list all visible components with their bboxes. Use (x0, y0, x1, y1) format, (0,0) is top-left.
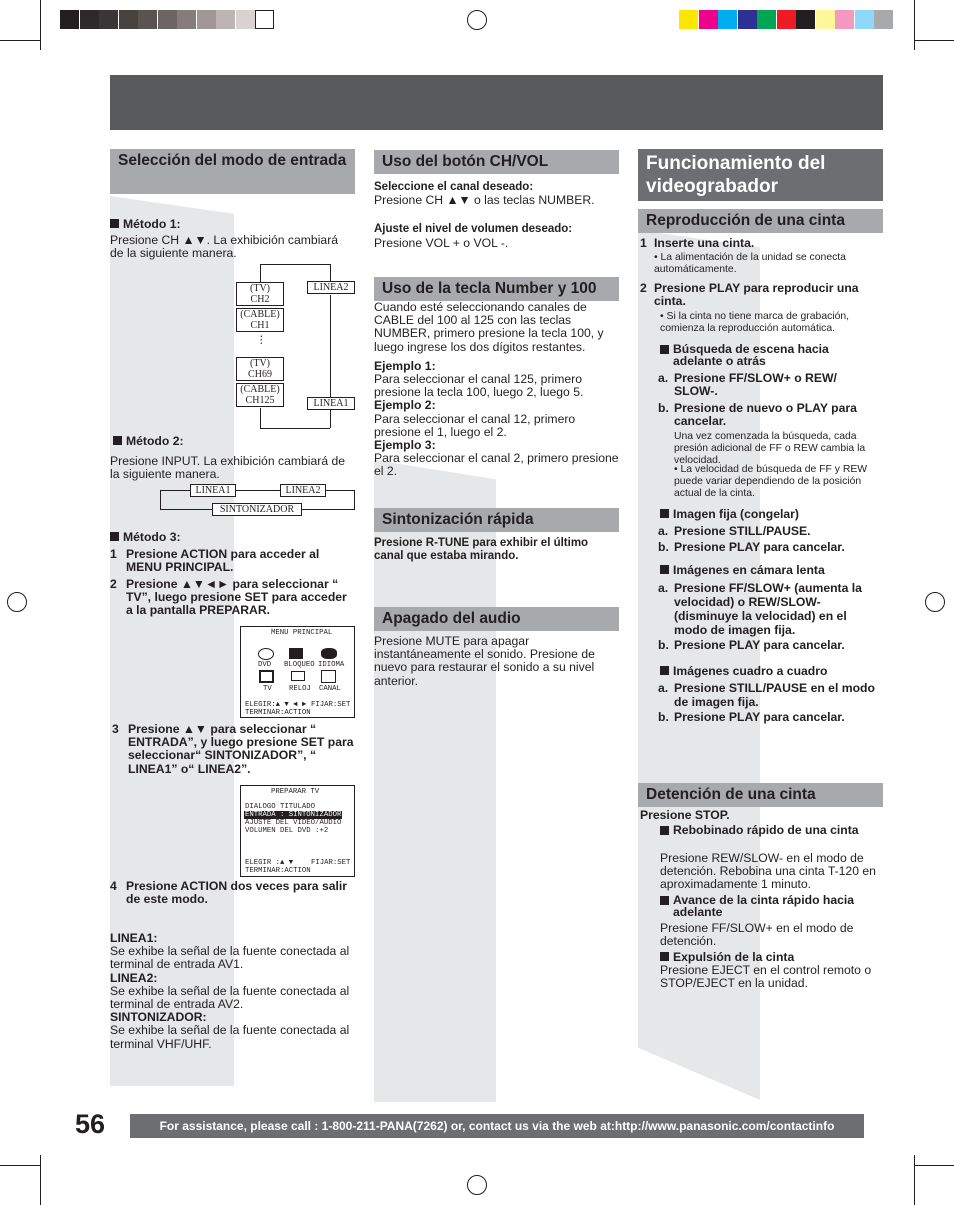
slow-step-b (658, 639, 845, 652)
body-text: Presione VOL + o VOL -. (374, 235, 509, 250)
diagram-line (330, 410, 331, 428)
menu-label: CANAL (319, 685, 341, 693)
step-letter: b. (658, 638, 669, 652)
play-step-1 (640, 237, 883, 250)
color-swatch (777, 10, 796, 29)
screen-hint: TERMINAR:ACTION (245, 867, 311, 875)
color-swatch (80, 10, 99, 29)
step-4 (110, 880, 355, 906)
language-icon (321, 648, 337, 659)
clock-icon (291, 671, 305, 681)
method1-text: Presione CH ▲▼. La exhibición cambiará de la siguiente manera. (110, 233, 339, 261)
color-swatch (99, 10, 118, 29)
method3-heading: Método 3: (110, 531, 181, 544)
box-label: (CABLE) (240, 309, 280, 320)
diagram-line (260, 264, 330, 265)
play-step-2 (640, 282, 883, 308)
color-swatch (216, 10, 235, 29)
rewind-heading: Rebobinado rápido de una cinta (660, 825, 880, 837)
still-step-a (658, 525, 811, 538)
box-linea2: LINEA2 (280, 484, 326, 497)
definition-term: LINEA2: (110, 970, 158, 985)
square-bullet-icon (660, 666, 669, 675)
step-text: Presione ACTION para acceder al MENU PRINCIPAL. (126, 547, 320, 575)
screen-hint: TERMINAR:ACTION (245, 709, 311, 717)
box-linea1: LINEA1 (190, 484, 236, 497)
box-sintonizador: SINTONIZADOR (212, 503, 302, 516)
section-mute: Apagado del audio (374, 607, 619, 631)
screen-line: DIALOGO TITULADO (245, 803, 316, 811)
subheading: Seleccione el canal deseado: (374, 181, 534, 193)
box-linea1: LINEA1 (307, 397, 355, 410)
method2-text: Presione INPUT. La exhibición cambiará de la siguiente manera. (110, 454, 346, 482)
rewind-text: Presione REW/SLOW- en el modo de detención. Rebobina una cinta T-120 en aproximadamente 1 minuto. (660, 851, 876, 892)
step-text: Presione PLAY para reproducir una cinta. (654, 281, 859, 309)
crop-mark (40, 1155, 41, 1205)
color-swatch (119, 10, 138, 29)
screen-line-selected: ENTRADA : SINTONIZADOR (245, 811, 342, 819)
crop-mark (914, 40, 954, 41)
rtune-text: Presione R-TUNE para exhibir el último canal que estaba mirando. (374, 537, 589, 563)
step-text: Presione de nuevo o PLAY para cancelar. (674, 401, 857, 429)
color-swatch (236, 10, 255, 29)
color-swatch (177, 10, 196, 29)
color-swatch (699, 10, 718, 29)
color-swatch (874, 10, 893, 29)
diagram-line (260, 428, 330, 429)
dvd-icon (258, 648, 274, 660)
diagram-line (330, 295, 331, 397)
slow-heading: Imágenes en cámara lenta (660, 564, 825, 577)
diagram-line (330, 264, 331, 282)
frame-heading: Imágenes cuadro a cuadro (660, 665, 827, 678)
square-bullet-icon (660, 345, 669, 354)
crop-mark (914, 0, 915, 50)
step-1 (110, 548, 355, 574)
diagram-line (160, 490, 161, 509)
step-number: 2 (110, 577, 117, 591)
forward-heading: Avance de la cinta rápido hacia adelante (660, 895, 880, 918)
color-swatch (757, 10, 776, 29)
screen-title: PREPARAR TV (271, 788, 320, 796)
frame-step-b (658, 711, 845, 724)
step-number: 3 (112, 722, 119, 736)
step-text: Inserte una cinta. (654, 236, 755, 250)
crop-mark (0, 1165, 40, 1166)
menu-label: RELOJ (289, 685, 311, 693)
square-bullet-icon (660, 826, 669, 835)
search-step-b (658, 402, 880, 428)
screen-hint: FIJAR:SET (311, 859, 351, 867)
step-text: Presione FF/SLOW+ o REW/ SLOW-. (674, 371, 837, 399)
step-number: 1 (110, 547, 117, 561)
square-bullet-icon (113, 436, 122, 445)
square-bullet-icon (660, 896, 669, 905)
section-number-100: Uso de la tecla Number y 100 (374, 277, 619, 301)
definition-text: Se exhibe la señal de la fuente conectada al terminal VHF/UHF. (110, 1023, 350, 1051)
diagram-line (302, 509, 355, 510)
preparar-tv-screen (240, 785, 355, 877)
menu-principal-screen (240, 626, 355, 718)
menu-label: IDIOMA (318, 661, 345, 669)
box-linea2: LINEA2 (307, 281, 355, 294)
step-letter: a. (658, 681, 669, 695)
color-swatch (855, 10, 874, 29)
step-letter: a. (658, 371, 669, 385)
crop-mark (914, 1155, 915, 1205)
step-text: Presione PLAY para cancelar. (674, 540, 845, 554)
still-step-b (658, 541, 845, 554)
step-text: Presione ▲▼◄► para seleccionar “ TV”, luego presione SET para acceder a la pantalla PREPARAR. (126, 577, 347, 618)
diagram-line (260, 408, 261, 428)
definition-text: Se exhibe la señal de la fuente conectada al terminal de entrada AV2. (110, 983, 350, 1012)
slow-step-a (658, 581, 883, 637)
definition-term: LINEA1: (110, 931, 158, 945)
footer-bar (130, 1114, 864, 1138)
body-text: Presione CH ▲▼ o las teclas NUMBER. (374, 193, 595, 208)
square-bullet-icon (660, 509, 669, 518)
box-label: (TV) (250, 358, 270, 369)
step-3 (112, 723, 360, 776)
crop-mark (0, 40, 40, 41)
stop-text: Presione STOP. (640, 808, 730, 822)
search-note-1: Una vez comenzada la búsqueda, cada presión adicional de FF o REW cambia la velocidad. (674, 431, 866, 466)
forward-text: Presione FF/SLOW+ en el modo de detención. (660, 921, 854, 949)
step-text: Presione PLAY para cancelar. (674, 710, 845, 724)
step-text: Presione FF/SLOW+ (aumenta la velocidad) o REW/SLOW- (disminuye la velocidad) en el modo de imagen fija. (674, 581, 862, 637)
method2-heading: Método 2: (113, 435, 184, 448)
play-step-2-note: • Si la cinta no tiene marca de grabación, comienza la reproducción automática. (660, 311, 850, 334)
step-letter: a. (658, 581, 669, 595)
step-number: 2 (640, 281, 647, 295)
color-swatch (816, 10, 835, 29)
box-cable-ch1 (236, 308, 284, 332)
menu-label: DVD (258, 661, 272, 669)
search-step-a (658, 372, 880, 398)
number-body (374, 301, 619, 479)
screen-hint: ELEGIR :▲ ▼ (245, 859, 294, 867)
tv-icon (259, 670, 274, 683)
subheading: Ejemplo 2: (374, 398, 436, 413)
color-swatch (197, 10, 216, 29)
body-text: Cuando esté seleccionando canales de CABLE del 100 al 125 con las teclas NUMBER, primero presione la tecla 100, y luego ingrese los dos dígitos restantes. (374, 300, 604, 354)
screen-title: MENU PRINCIPAL (271, 629, 333, 637)
section-title-vcr: Funcionamiento del videograbador (638, 149, 883, 201)
color-swatch (835, 10, 854, 29)
ch-vol-body (374, 181, 619, 250)
definition-term: SINTONIZADOR: (110, 1010, 207, 1025)
step-letter: b. (658, 401, 669, 415)
body-text: Para seleccionar el canal 125, primero presione la tecla 100, luego 2, luego 5. (374, 372, 584, 400)
lock-icon (289, 648, 303, 659)
box-label: CH69 (248, 369, 272, 380)
box-label: CH2 (250, 294, 270, 305)
section-quick-tune: Sintonización rápida (374, 508, 619, 532)
body-text: Para seleccionar el canal 12, primero presione el 1, luego el 2. (374, 411, 576, 439)
box-label: (CABLE) (240, 384, 280, 395)
color-swatch (796, 10, 815, 29)
color-swatch (738, 10, 757, 29)
footer-text: For assistance, please call : 1-800-211-PANA(7262) or, contact us via the web at:http://www.panasonic.com/contactinfo (159, 1119, 835, 1133)
box-label: CH1 (250, 320, 270, 331)
color-swatch (718, 10, 737, 29)
step-number: 1 (640, 236, 647, 250)
section-title-input-mode: Selección del modo de entrada (110, 149, 355, 194)
diagram-line (354, 490, 355, 509)
diagram-line (260, 264, 261, 284)
box-label: CH125 (245, 395, 275, 406)
step-number: 4 (110, 879, 117, 893)
color-swatch (158, 10, 177, 29)
still-heading: Imagen fija (congelar) (660, 508, 799, 521)
color-swatch (679, 10, 698, 29)
step-text: Presione ACTION dos veces para salir de este modo. (126, 879, 348, 907)
registration-mark (467, 1175, 487, 1195)
mute-text: Presione MUTE para apagar instantáneamente el sonido. Presione de nuevo para restaurar el sonido a su nivel anterior. (374, 634, 595, 688)
registration-mark (7, 592, 27, 612)
dots-separator: ⋮ (256, 335, 267, 346)
play-step-1-note: • La alimentación de la unidad se conecta automáticamente. (654, 252, 846, 275)
step-text: Presione STILL/PAUSE. (674, 524, 811, 538)
crop-mark (40, 0, 41, 50)
step-letter: b. (658, 540, 669, 554)
screen-line: VOLUMEN DEL DVD :+2 (245, 827, 329, 835)
section-playback: Reproducción de una cinta (638, 209, 883, 233)
screen-line: AJUSTE DEL VIDEO/AUDIO (245, 819, 342, 827)
step-letter: b. (658, 710, 669, 724)
color-swatch (138, 10, 157, 29)
square-bullet-icon (110, 532, 119, 541)
box-cable-ch125 (236, 383, 284, 407)
square-bullet-icon (660, 952, 669, 961)
definition-text: Se exhibe la señal de la fuente conectada al terminal de entrada AV1. (110, 944, 350, 972)
step-2 (110, 578, 355, 618)
subheading: Ejemplo 1: (374, 358, 436, 373)
linea-definitions (110, 932, 350, 1051)
search-heading: Búsqueda de escena hacia adelante o atrás (660, 344, 880, 367)
subheading: Ajuste el nivel de volumen deseado: (374, 223, 573, 236)
method1-heading: Método 1: (110, 218, 181, 231)
body-text: Para seleccionar el canal 2, primero presione el 2. (374, 451, 619, 479)
box-label: (TV) (250, 283, 270, 294)
square-bullet-icon (110, 219, 119, 228)
search-note-2: • La velocidad de búsqueda de FF y REW puede variar dependiendo de la posición actual de la cinta. (674, 464, 868, 499)
top-banner (110, 75, 883, 130)
menu-label: TV (263, 685, 272, 693)
registration-mark (925, 592, 945, 612)
step-text: Presione STILL/PAUSE en el modo de imagen fija. (674, 681, 875, 709)
section-ch-vol: Uso del botón CH/VOL (374, 150, 619, 174)
menu-label: BLOQUEO (284, 661, 315, 669)
screen-hint: ELEGIR:▲ ▼ ◄ ► (245, 701, 307, 709)
screen-hint: FIJAR:SET (311, 701, 351, 709)
box-tv-ch2 (236, 282, 284, 306)
section-stop: Detención de una cinta (638, 783, 883, 807)
color-swatch (60, 10, 79, 29)
crop-mark (914, 1165, 954, 1166)
registration-mark (467, 10, 487, 30)
step-text: Presione ▲▼ para seleccionar “ ENTRADA”, y luego presione SET para seleccionar“ SINTONIZADOR”, “ LINEA1” o“ LINEA2”. (128, 722, 354, 776)
eject-heading: Expulsión de la cinta (660, 951, 794, 964)
square-bullet-icon (660, 565, 669, 574)
subheading: Ejemplo 3: (374, 438, 436, 453)
diagram-line (160, 509, 212, 510)
frame-step-a (658, 681, 883, 709)
eject-text: Presione EJECT en el control remoto o STOP/EJECT en la unidad. (660, 963, 872, 991)
step-text: Presione PLAY para cancelar. (674, 638, 845, 652)
page-number: 56 (75, 1109, 106, 1139)
channel-icon (321, 670, 336, 683)
step-letter: a. (658, 524, 669, 538)
box-tv-ch69 (236, 357, 284, 381)
color-swatch (255, 10, 274, 29)
